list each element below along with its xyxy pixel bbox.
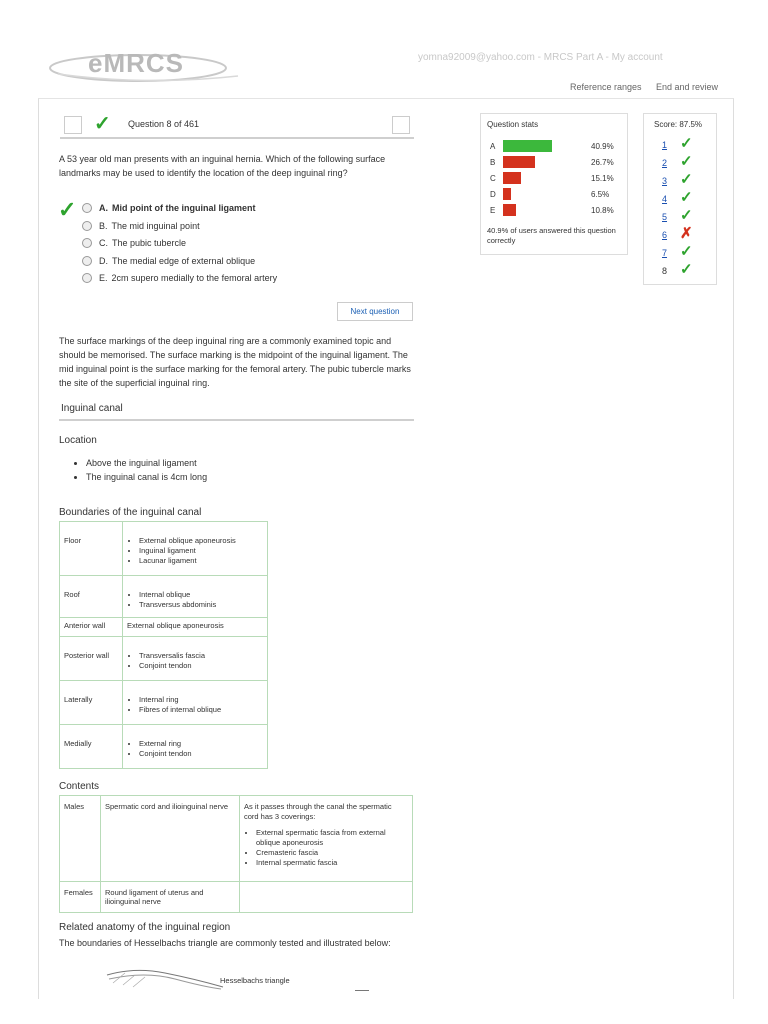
logo-text: eMRCS [88, 48, 185, 78]
location-item: • The inguinal canal is 4cm long [86, 470, 207, 484]
stats-label: B [490, 158, 496, 167]
boundary-item: • Internal oblique [139, 590, 263, 600]
boundary-value [123, 725, 268, 769]
answer-option-a[interactable] [82, 203, 256, 213]
answer-text: The medial edge of external oblique [112, 255, 256, 266]
emrcs-logo[interactable] [48, 44, 248, 88]
boundaries-table [59, 521, 268, 769]
answer-letter: D. [99, 255, 108, 266]
coverings-cell [240, 796, 413, 882]
contents-table [59, 795, 413, 913]
end-and-review-link[interactable]: End and review [656, 82, 719, 92]
score-title: Score: 87.5% [654, 120, 703, 129]
boundary-value [123, 637, 268, 681]
stats-bar [503, 172, 521, 184]
stats-title: Question stats [487, 120, 539, 129]
location-heading: Location [59, 435, 97, 446]
answer-correct-check-icon: ✓ [58, 197, 77, 222]
contents-heading: Contents [59, 781, 100, 792]
radio-button[interactable] [82, 273, 92, 283]
covering-item: • External spermatic fascia from external oblique aponeurosis [256, 828, 408, 848]
boundary-value [123, 681, 268, 725]
boundary-label: Anterior wall [60, 618, 123, 637]
correct-check-icon: ✓ [94, 113, 111, 135]
stats-percent: 40.9% [591, 142, 614, 151]
stats-row-e [487, 203, 617, 217]
answer-option-c[interactable] [82, 238, 186, 248]
score-question-link[interactable]: 1 [662, 140, 668, 150]
section-title-text: Inguinal canal [61, 403, 123, 414]
boundary-item: • Internal ring [139, 695, 263, 705]
score-question-link[interactable]: 7 [662, 248, 668, 258]
question-stats-panel [480, 113, 628, 255]
boundary-item: • Conjoint tendon [139, 749, 263, 759]
stats-bar [503, 188, 511, 200]
females-label: Females [60, 882, 101, 913]
males-text: Spermatic cord and ilioinguinal nerve [101, 796, 240, 882]
question-bar [60, 113, 414, 139]
boundary-value [123, 576, 268, 618]
answer-letter: B. [99, 220, 108, 231]
answer-option-d[interactable] [82, 256, 255, 266]
boundary-row [60, 576, 268, 618]
radio-button[interactable] [82, 238, 92, 248]
boundary-label: Posterior wall [60, 637, 123, 681]
stats-bar [503, 204, 516, 216]
answer-letter: E. [99, 273, 108, 283]
score-panel [643, 113, 717, 285]
next-question-button[interactable]: Next question [337, 302, 413, 321]
boundary-value: External oblique aponeurosis [123, 618, 268, 637]
related-heading: Related anatomy of the inguinal region [59, 922, 231, 933]
wrong-cross-icon: ✗ [680, 225, 693, 242]
boundary-item: • Conjoint tendon [139, 661, 263, 671]
answer-text: Mid point of the inguinal ligament [112, 203, 256, 213]
correct-check-icon: ✓ [680, 153, 693, 170]
correct-check-icon: ✓ [680, 189, 693, 206]
location-item: • Above the inguinal ligament [86, 456, 207, 470]
answer-letter: C. [99, 238, 108, 248]
stats-row-d [487, 187, 617, 201]
location-list [72, 456, 207, 484]
answer-option-b[interactable] [82, 221, 200, 231]
stats-row-a [487, 139, 617, 153]
stats-row-b [487, 155, 617, 169]
stats-bar [503, 156, 535, 168]
score-question-link: 8 [662, 266, 668, 276]
hesselbach-diagram-image [105, 965, 225, 991]
account-line[interactable]: yomna92009@yahoo.com - MRCS Part A - My account [418, 52, 663, 63]
question-text: A 53 year old man presents with an inguinal hernia. Which of the following surface landmarks may be used to identify the location of the deep inguinal ring? [59, 154, 386, 178]
boundary-item: • External oblique aponeurosis [139, 536, 263, 546]
boundary-value [123, 522, 268, 576]
radio-button[interactable] [82, 256, 92, 266]
explanation-text: The surface markings of the deep inguinal ring are a commonly examined topic and should be memorised. The surface marking is the midpoint of the inguinal ligament. The mid inguinal point is the surface marking for the femoral artery. The pubic tubercle marks the site of the superficial inguinal ring. [59, 336, 411, 388]
score-question-link[interactable]: 4 [662, 194, 668, 204]
covering-item: • Internal spermatic fascia [256, 858, 408, 868]
stats-label: A [490, 142, 496, 151]
score-question-link[interactable]: 2 [662, 158, 668, 168]
correct-check-icon: ✓ [680, 207, 693, 224]
score-question-link[interactable]: 5 [662, 212, 668, 222]
radio-button[interactable] [82, 203, 92, 213]
boundary-label: Medially [60, 725, 123, 769]
section-title [59, 403, 414, 421]
boundary-item: • Transversalis fascia [139, 651, 263, 661]
boundary-item: • Lacunar ligament [139, 556, 263, 566]
stats-percent: 26.7% [591, 158, 614, 167]
boundary-label: Floor [60, 522, 123, 576]
answer-letter: A. [99, 203, 108, 213]
related-text: The boundaries of Hesselbachs triangle are commonly tested and illustrated below: [59, 938, 391, 948]
boundary-label: Roof [60, 576, 123, 618]
correct-check-icon: ✓ [680, 135, 693, 152]
flag-box[interactable] [392, 116, 410, 134]
reference-ranges-link[interactable]: Reference ranges [570, 82, 642, 92]
answer-text: 2cm supero medially to the femoral artery [111, 273, 278, 283]
figure-label: Hesselbachs triangle [220, 976, 290, 985]
correct-check-icon: ✓ [680, 243, 693, 260]
boundary-row [60, 725, 268, 769]
females-text: Round ligament of uterus and ilioinguinal nerve [101, 882, 240, 913]
answer-option-e[interactable] [82, 273, 277, 283]
stats-percent: 10.8% [591, 206, 614, 215]
boundary-label: Laterally [60, 681, 123, 725]
score-question-link[interactable]: 6 [662, 230, 668, 240]
prev-box[interactable] [64, 116, 82, 134]
score-question-link[interactable]: 3 [662, 176, 668, 186]
empty-cell [240, 882, 413, 913]
figure-mark [355, 990, 369, 991]
question-title: Question 8 of 461 [128, 119, 200, 129]
score-row [662, 262, 712, 280]
boundary-row [60, 618, 268, 637]
stats-percent: 15.1% [591, 174, 614, 183]
answer-text: The mid inguinal point [111, 220, 200, 231]
radio-button[interactable] [82, 221, 92, 231]
stats-label: D [490, 190, 496, 199]
correct-check-icon: ✓ [680, 261, 693, 278]
males-label: Males [60, 796, 101, 882]
stats-row-c [487, 171, 617, 185]
boundary-item: • Fibres of internal oblique [139, 705, 263, 715]
stats-percent: 6.5% [591, 190, 610, 199]
answer-text: The pubic tubercle [112, 238, 187, 248]
covering-item: • Cremasteric fascia [256, 848, 408, 858]
correct-check-icon: ✓ [680, 171, 693, 188]
boundary-row [60, 522, 268, 576]
boundary-item: • External ring [139, 739, 263, 749]
coverings-intro: As it passes through the canal the spermatic cord has 3 coverings: [244, 802, 392, 821]
boundary-item: • Inguinal ligament [139, 546, 263, 556]
boundary-row [60, 637, 268, 681]
stats-label: C [490, 174, 496, 183]
stats-bar [503, 140, 552, 152]
boundaries-heading: Boundaries of the inguinal canal [59, 507, 202, 518]
stats-note: 40.9% of users answered this question correctly [487, 226, 616, 245]
boundary-item: • Transversus abdominis [139, 600, 263, 610]
stats-label: E [490, 206, 496, 215]
boundary-row [60, 681, 268, 725]
